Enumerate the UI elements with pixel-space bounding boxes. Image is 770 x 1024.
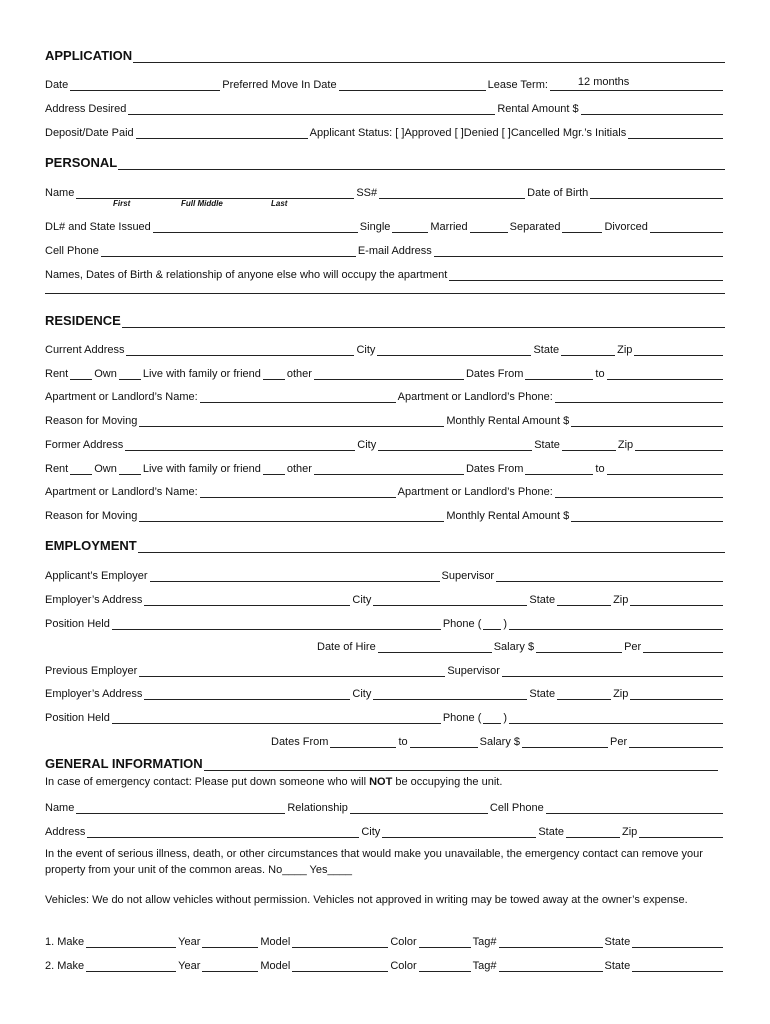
prev-phone-close: )	[503, 712, 508, 724]
occupants-extra-line[interactable]	[45, 293, 725, 294]
former-reason-field[interactable]	[139, 510, 444, 522]
dob-field[interactable]	[590, 187, 723, 199]
v1-color-label: Color	[390, 936, 417, 948]
dl-field[interactable]	[153, 221, 358, 233]
former-own-label: Own	[94, 463, 117, 475]
separated-label: Separated	[509, 221, 561, 233]
dates-from-field[interactable]	[525, 368, 593, 380]
row-deposit	[45, 122, 725, 140]
v1-model-field[interactable]	[292, 936, 388, 948]
v1-state-field[interactable]	[632, 936, 723, 948]
former-dates-from-field[interactable]	[525, 463, 593, 475]
phone-area-field[interactable]	[483, 618, 501, 630]
divorced-field[interactable]	[650, 221, 723, 233]
v2-state-label: State	[604, 960, 631, 972]
relationship-label: Relationship	[287, 802, 348, 814]
personal-heading-text: PERSONAL	[45, 155, 118, 170]
occupants-label: Names, Dates of Birth & relationship of anyone else who will occupy the apartment	[45, 269, 448, 281]
prev-salary-label: Salary $	[479, 736, 521, 748]
former-monthly-rent-label: Monthly Rental Amount $	[446, 510, 570, 522]
emergency-state-field[interactable]	[566, 826, 620, 838]
monthly-rent-field[interactable]	[571, 415, 723, 427]
v1-make-field[interactable]	[86, 936, 176, 948]
former-reason-label: Reason for Moving	[45, 510, 138, 522]
v2-model-label: Model	[260, 960, 291, 972]
row-emergency-address	[45, 821, 725, 839]
row-employer-address	[45, 589, 725, 607]
former-zip-field[interactable]	[635, 439, 723, 451]
lease-term-label: Lease Term:	[487, 79, 548, 91]
phone-field[interactable]	[509, 618, 723, 630]
row-cell	[45, 240, 725, 258]
landlord-name-field[interactable]	[200, 391, 396, 403]
mgr-initials-field[interactable]	[628, 127, 723, 139]
own-label: Own	[94, 368, 117, 380]
emergency-city-field[interactable]	[382, 826, 536, 838]
rental-amount-label: Rental Amount $	[497, 103, 579, 115]
lease-term-field[interactable]	[550, 76, 723, 91]
current-address-label: Current Address	[45, 344, 125, 356]
v2-model-field[interactable]	[292, 960, 388, 972]
prev-per-field[interactable]	[629, 736, 723, 748]
general-heading	[45, 756, 718, 771]
address-desired-field[interactable]	[128, 103, 495, 115]
row-prev-position	[45, 707, 725, 725]
row-date-of-hire	[317, 636, 725, 654]
prev-supervisor-field[interactable]	[502, 665, 723, 677]
row-rent-own	[45, 363, 725, 381]
residence-heading-text: RESIDENCE	[45, 313, 121, 328]
employment-heading-text: EMPLOYMENT	[45, 538, 137, 553]
row-former-landlord	[45, 481, 725, 499]
emergency-cell-label: Cell Phone	[489, 802, 544, 814]
previous-employer-label: Previous Employer	[45, 665, 138, 677]
prev-dates-from-label: Dates From	[271, 736, 329, 748]
full-middle-sublabel: Full Middle	[181, 199, 223, 208]
per-label: Per	[624, 641, 642, 653]
emergency-name-label: Name	[45, 802, 75, 814]
row-prev-employer-address	[45, 683, 725, 701]
employer-field[interactable]	[150, 570, 440, 582]
former-address-label: Former Address	[45, 439, 124, 451]
dates-from-label: Dates From	[465, 368, 524, 380]
former-dates-from-label: Dates From	[465, 463, 524, 475]
live-with-label: Live with family or friend	[142, 368, 261, 380]
employment-heading	[45, 538, 725, 553]
emergency-address-field[interactable]	[87, 826, 359, 838]
landlord-name-label: Apartment or Landlord’s Name:	[45, 391, 198, 403]
row-former-address	[45, 434, 725, 452]
employer-address-field[interactable]	[144, 594, 350, 606]
illness-note: In the event of serious illness, death, or other circumstances that would make you unavailable, the emergency contact can remove your property from your unit of the common areas. No____ Yes____	[45, 848, 703, 876]
residence-heading	[45, 313, 725, 328]
prev-city-label: City	[352, 688, 372, 700]
v2-tag-label: Tag#	[472, 960, 497, 972]
v1-model-label: Model	[260, 936, 291, 948]
former-own-field[interactable]	[119, 463, 141, 475]
city-label: City	[356, 344, 376, 356]
current-address-field[interactable]	[126, 344, 354, 356]
date-field[interactable]	[70, 79, 220, 91]
former-city-field[interactable]	[378, 439, 532, 451]
former-rent-field[interactable]	[70, 463, 92, 475]
rent-field[interactable]	[70, 368, 92, 380]
cell-phone-field[interactable]	[101, 245, 356, 257]
prev-zip-field[interactable]	[630, 688, 723, 700]
date-of-hire-label: Date of Hire	[317, 641, 376, 653]
last-sublabel: Last	[271, 199, 288, 208]
deposit-field[interactable]	[136, 127, 308, 139]
first-sublabel: First	[113, 199, 131, 208]
row-emergency-name	[45, 797, 725, 815]
former-live-with-field[interactable]	[263, 463, 285, 475]
divorced-label: Divorced	[604, 221, 648, 233]
emergency-address-label: Address	[45, 826, 86, 838]
emergency-city-label: City	[361, 826, 381, 838]
relationship-field[interactable]	[350, 802, 488, 814]
occupants-field[interactable]	[449, 269, 723, 281]
zip-label: Zip	[617, 344, 633, 356]
emergency-name-field[interactable]	[76, 802, 285, 814]
monthly-rent-label: Monthly Rental Amount $	[446, 415, 570, 427]
former-rent-label: Rent	[45, 463, 69, 475]
row-date	[45, 74, 725, 92]
row-vehicle-2	[45, 955, 725, 973]
phone-close: )	[503, 618, 508, 630]
reason-label: Reason for Moving	[45, 415, 138, 427]
v1-state-label: State	[604, 936, 631, 948]
prev-zip-label: Zip	[613, 688, 629, 700]
name-field[interactable]	[76, 187, 354, 199]
zip-field[interactable]	[634, 344, 723, 356]
application-heading-text: APPLICATION	[45, 48, 133, 63]
v1-year-label: Year	[178, 936, 201, 948]
emergency-note-pre: In case of emergency contact: Please put down someone who will	[45, 776, 370, 788]
position-label: Position Held	[45, 618, 110, 630]
state-label: State	[533, 344, 560, 356]
row-former-rent-own	[45, 458, 725, 476]
supervisor-field[interactable]	[496, 570, 723, 582]
applicant-status-label[interactable]: Applicant Status: [ ]Approved [ ]Denied [ ]Cancelled Mgr.’s Initials	[309, 127, 627, 139]
single-label: Single	[359, 221, 391, 233]
date-label: Date	[45, 79, 69, 91]
emergency-zip-label: Zip	[622, 826, 638, 838]
state-field[interactable]	[561, 344, 615, 356]
former-address-field[interactable]	[125, 439, 355, 451]
former-to-label: to	[595, 463, 605, 475]
row-occupants	[45, 264, 725, 282]
application-heading	[45, 48, 725, 63]
personal-heading	[45, 155, 725, 170]
row-reason	[45, 410, 725, 428]
v1-make-label: 1. Make	[45, 936, 85, 948]
married-field[interactable]	[470, 221, 508, 233]
prev-to-field[interactable]	[410, 736, 478, 748]
supervisor-label: Supervisor	[441, 570, 495, 582]
prev-per-label: Per	[610, 736, 628, 748]
v1-year-field[interactable]	[202, 936, 258, 948]
employer-zip-field[interactable]	[630, 594, 723, 606]
to-label: to	[595, 368, 605, 380]
prev-state-field[interactable]	[557, 688, 611, 700]
address-desired-label: Address Desired	[45, 103, 127, 115]
former-city-label: City	[357, 439, 377, 451]
email-field[interactable]	[434, 245, 723, 257]
per-field[interactable]	[643, 641, 723, 653]
former-landlord-name-label: Apartment or Landlord’s Name:	[45, 486, 198, 498]
former-landlord-name-field[interactable]	[200, 486, 396, 498]
former-landlord-phone-field[interactable]	[555, 486, 723, 498]
former-zip-label: Zip	[617, 439, 634, 451]
row-employer	[45, 565, 725, 583]
dl-label: DL# and State Issued	[45, 221, 151, 233]
other-label: other	[286, 368, 312, 380]
married-label: Married	[430, 221, 468, 233]
cell-phone-label: Cell Phone	[45, 245, 99, 257]
emergency-cell-field[interactable]	[546, 802, 723, 814]
employer-address-label: Employer’s Address	[45, 594, 143, 606]
v2-make-label: 2. Make	[45, 960, 85, 972]
v2-year-label: Year	[178, 960, 201, 972]
lease-term-value: 12 months	[577, 76, 630, 88]
row-prev-dates	[271, 731, 725, 749]
preferred-move-in-label: Preferred Move In Date	[222, 79, 337, 91]
employer-city-label: City	[352, 594, 372, 606]
landlord-phone-field[interactable]	[555, 391, 723, 403]
former-to-field[interactable]	[607, 463, 723, 475]
v1-tag-field[interactable]	[499, 936, 603, 948]
former-state-label: State	[534, 439, 560, 451]
prev-dates-from-field[interactable]	[330, 736, 396, 748]
rent-label: Rent	[45, 368, 69, 380]
row-name	[45, 182, 725, 200]
row-former-reason	[45, 505, 725, 523]
rental-amount-field[interactable]	[581, 103, 723, 115]
salary-field[interactable]	[536, 641, 622, 653]
deposit-label: Deposit/Date Paid	[45, 127, 134, 139]
prev-phone-label: Phone (	[442, 712, 482, 724]
previous-employer-field[interactable]	[139, 665, 445, 677]
v2-state-field[interactable]	[632, 960, 723, 972]
former-monthly-rent-field[interactable]	[571, 510, 723, 522]
dob-label: Date of Birth	[527, 187, 589, 199]
to-field[interactable]	[607, 368, 723, 380]
emergency-note-not: NOT	[369, 776, 393, 788]
v2-make-field[interactable]	[86, 960, 176, 972]
former-landlord-phone-label: Apartment or Landlord’s Phone:	[397, 486, 553, 498]
prev-city-field[interactable]	[373, 688, 527, 700]
v2-tag-field[interactable]	[499, 960, 603, 972]
former-other-field[interactable]	[314, 463, 464, 475]
row-dl	[45, 216, 725, 234]
row-current-address	[45, 339, 725, 357]
own-field[interactable]	[119, 368, 141, 380]
other-field[interactable]	[314, 368, 464, 380]
vehicles-note: Vehicles: We do not allow vehicles without permission. Vehicles not approved in writing may be towed away at the owner’s expense.	[45, 894, 688, 906]
former-state-field[interactable]	[562, 439, 616, 451]
salary-label: Salary $	[493, 641, 535, 653]
date-of-hire-field[interactable]	[378, 641, 492, 653]
emergency-zip-field[interactable]	[639, 826, 723, 838]
employer-zip-label: Zip	[613, 594, 629, 606]
landlord-phone-label: Apartment or Landlord’s Phone:	[397, 391, 553, 403]
phone-label: Phone (	[442, 618, 482, 630]
separated-field[interactable]	[562, 221, 602, 233]
prev-phone-field[interactable]	[509, 712, 723, 724]
prev-salary-field[interactable]	[522, 736, 608, 748]
emergency-state-label: State	[538, 826, 564, 838]
ssn-field[interactable]	[379, 187, 525, 199]
row-landlord	[45, 386, 725, 404]
former-live-with-label: Live with family or friend	[142, 463, 261, 475]
reason-field[interactable]	[139, 415, 444, 427]
v2-year-field[interactable]	[202, 960, 258, 972]
prev-position-field[interactable]	[112, 712, 441, 724]
email-label: E-mail Address	[357, 245, 432, 257]
position-field[interactable]	[112, 618, 441, 630]
row-address-desired	[45, 98, 725, 116]
v2-color-label: Color	[390, 960, 417, 972]
row-vehicle-1	[45, 931, 725, 949]
preferred-move-in-field[interactable]	[339, 79, 486, 91]
employer-state-label: State	[529, 594, 556, 606]
ssn-label: SS#	[356, 187, 378, 199]
emergency-note	[45, 774, 725, 790]
live-with-field[interactable]	[263, 368, 285, 380]
employer-city-field[interactable]	[373, 594, 527, 606]
prev-position-label: Position Held	[45, 712, 110, 724]
prev-employer-address-field[interactable]	[144, 688, 350, 700]
single-field[interactable]	[392, 221, 428, 233]
employer-state-field[interactable]	[557, 594, 611, 606]
prev-phone-area-field[interactable]	[483, 712, 501, 724]
prev-employer-address-label: Employer’s Address	[45, 688, 143, 700]
prev-to-label: to	[398, 736, 408, 748]
emergency-note-post: be occupying the unit.	[392, 776, 503, 788]
general-heading-text: GENERAL INFORMATION	[45, 756, 203, 771]
former-other-label: other	[286, 463, 312, 475]
v1-tag-label: Tag#	[472, 936, 497, 948]
row-position	[45, 613, 725, 631]
city-field[interactable]	[377, 344, 531, 356]
employer-label: Applicant’s Employer	[45, 570, 148, 582]
v2-color-field[interactable]	[419, 960, 471, 972]
prev-state-label: State	[529, 688, 556, 700]
v1-color-field[interactable]	[419, 936, 471, 948]
name-label: Name	[45, 187, 75, 199]
prev-supervisor-label: Supervisor	[447, 665, 500, 677]
row-previous-employer	[45, 660, 725, 678]
